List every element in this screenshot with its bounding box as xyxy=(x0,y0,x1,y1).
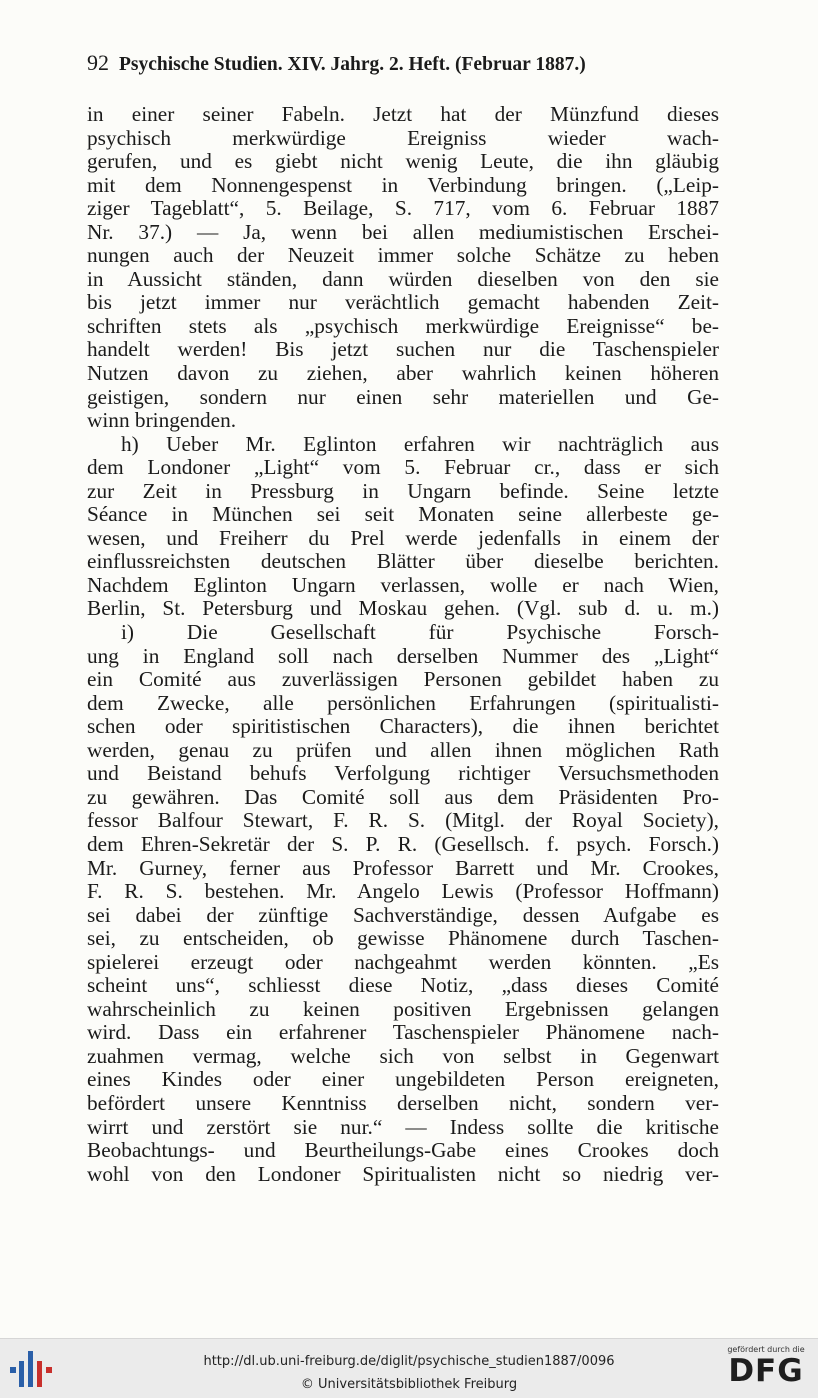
paragraph-h-start: h) Ueber Mr. Eglinton erfahren wir nachträglich aus xyxy=(121,431,719,456)
text-line: dem Zwecke, alle persönlichen Erfahrungen (spiritualisti- xyxy=(87,690,719,715)
page-number: 92 xyxy=(87,50,109,75)
text-line: wesen, und Freiherr du Prel werde jedenfalls in einem der xyxy=(87,525,719,550)
text-line: Mr. Gurney, ferner aus Professor Barrett und Mr. Crookes, xyxy=(87,855,719,880)
text-line: sei dabei der zünftige Sachverständige, dessen Aufgabe es xyxy=(87,902,719,927)
text-line: sei, zu entscheiden, ob gewisse Phänomene durch Taschen- xyxy=(87,926,719,951)
text-line: winn bringenden. xyxy=(87,408,237,433)
text-line: dem Ehren-Sekretär der S. P. R. (Gesellsch. f. psych. Forsch.) xyxy=(87,831,719,856)
text-line: zu gewähren. Das Comité soll aus dem Präsidenten Pro- xyxy=(87,784,719,809)
text-line: Séance in München sei seit Monaten seine allerbeste ge- xyxy=(87,502,719,527)
text-line: werden, genau zu prüfen und allen ihnen möglichen Rath xyxy=(87,737,719,762)
text-line: gerufen, und es giebt nicht wenig Leute, die ihn gläubig xyxy=(87,149,719,174)
dfg-logo-icon xyxy=(722,1345,810,1393)
running-title: Psychische Studien. XIV. Jahrg. 2. Heft. (Februar 1887.) xyxy=(119,54,586,75)
viewer-footer xyxy=(0,1338,818,1398)
paragraph-i-start: i) Die Gesellschaft für Psychische Forsch- xyxy=(121,620,719,645)
text-line: Nachdem Eglinton Ungarn verlassen, wolle er nach Wien, xyxy=(87,572,719,597)
text-line: handelt werden! Bis jetzt suchen nur die Taschenspieler xyxy=(87,337,719,362)
text-line: ziger Tageblatt“, 5. Beilage, S. 717, vom 6. Februar 1887 xyxy=(87,196,719,221)
text-line: bis jetzt immer nur verächtlich gemacht habenden Zeit- xyxy=(87,290,719,315)
text-line: ein Comité aus zuverlässigen Personen gebildet haben zu xyxy=(87,667,719,692)
text-line: nungen auch der Neuzeit immer solche Schätze zu heben xyxy=(87,243,719,268)
text-line: fessor Balfour Stewart, F. R. S. (Mitgl. der Royal Society), xyxy=(87,808,719,833)
text-line: psychisch merkwürdige Ereigniss wieder wach- xyxy=(87,125,719,150)
text-line: wohl von den Londoner Spiritualisten nicht so niedrig ver- xyxy=(87,1161,719,1186)
text-line: Nutzen davon zu ziehen, aber wahrlich keinen höheren xyxy=(87,361,719,386)
running-header xyxy=(87,50,727,76)
body-text xyxy=(87,103,719,1186)
text-line: schen oder spiritistischen Characters), die ihnen berichtet xyxy=(87,714,719,739)
text-line: dem Londoner „Light“ vom 5. Februar cr., dass er sich xyxy=(87,455,719,480)
text-line: zuahmen vermag, welche sich von selbst in Gegenwart xyxy=(87,1043,719,1068)
text-line: und Beistand behufs Verfolgung richtiger Versuchsmethoden xyxy=(87,761,719,786)
dfg-wordmark: DFG xyxy=(728,1353,804,1389)
text-line: wirrt und zerstört sie nur.“ — Indess sollte die kritische xyxy=(87,1114,719,1139)
text-line: geistigen, sondern nur einen sehr materiellen und Ge- xyxy=(87,384,719,409)
text-line: Nr. 37.) — Ja, wenn bei allen mediumistischen Erschei- xyxy=(87,219,719,244)
text-line: Beobachtungs- und Beurtheilungs-Gabe eines Crookes doch xyxy=(87,1138,719,1163)
text-line: eines Kindes oder einer ungebildeten Person ereigneten, xyxy=(87,1067,719,1092)
text-line: wahrscheinlich zu keinen positiven Ergebnissen gelangen xyxy=(87,996,719,1021)
text-line: wird. Dass ein erfahrener Taschenspieler Phänomene nach- xyxy=(87,1020,719,1045)
text-line: befördert unsere Kenntniss derselben nicht, sondern ver- xyxy=(87,1090,719,1115)
text-line: scheint uns“, schliesst diese Notiz, „dass dieses Comité xyxy=(87,973,719,998)
text-line: in Aussicht ständen, dann würden dieselben von den sie xyxy=(87,266,719,291)
text-line: spielerei erzeugt oder nachgeahmt werden könnten. „Es xyxy=(87,949,719,974)
permalink-url[interactable]: http://dl.ub.uni-freiburg.de/diglit/psychische_studien1887/0096 xyxy=(203,1354,615,1369)
text-line: schriften stets als „psychisch merkwürdige Ereignisse“ be- xyxy=(87,313,719,338)
copyright-notice: © Universitätsbibliothek Freiburg xyxy=(300,1377,518,1392)
text-line: ung in England soll nach derselben Nummer des „Light“ xyxy=(87,643,719,668)
text-line: F. R. S. bestehen. Mr. Angelo Lewis (Professor Hoffmann) xyxy=(87,879,719,904)
text-line: mit dem Nonnengespenst in Verbindung bringen. („Leip- xyxy=(87,172,719,197)
text-line: zur Zeit in Pressburg in Ungarn befinde. Seine letzte xyxy=(87,478,719,503)
sponsor-tagline: gefördert durch die xyxy=(727,1345,805,1354)
text-line: in einer seiner Fabeln. Jetzt hat der Münzfund dieses xyxy=(87,102,719,126)
text-line: Berlin, St. Petersburg und Moskau gehen. (Vgl. sub d. u. m.) xyxy=(87,596,719,621)
text-line: einflussreichsten deutschen Blätter über dieselbe berichten. xyxy=(87,549,719,574)
